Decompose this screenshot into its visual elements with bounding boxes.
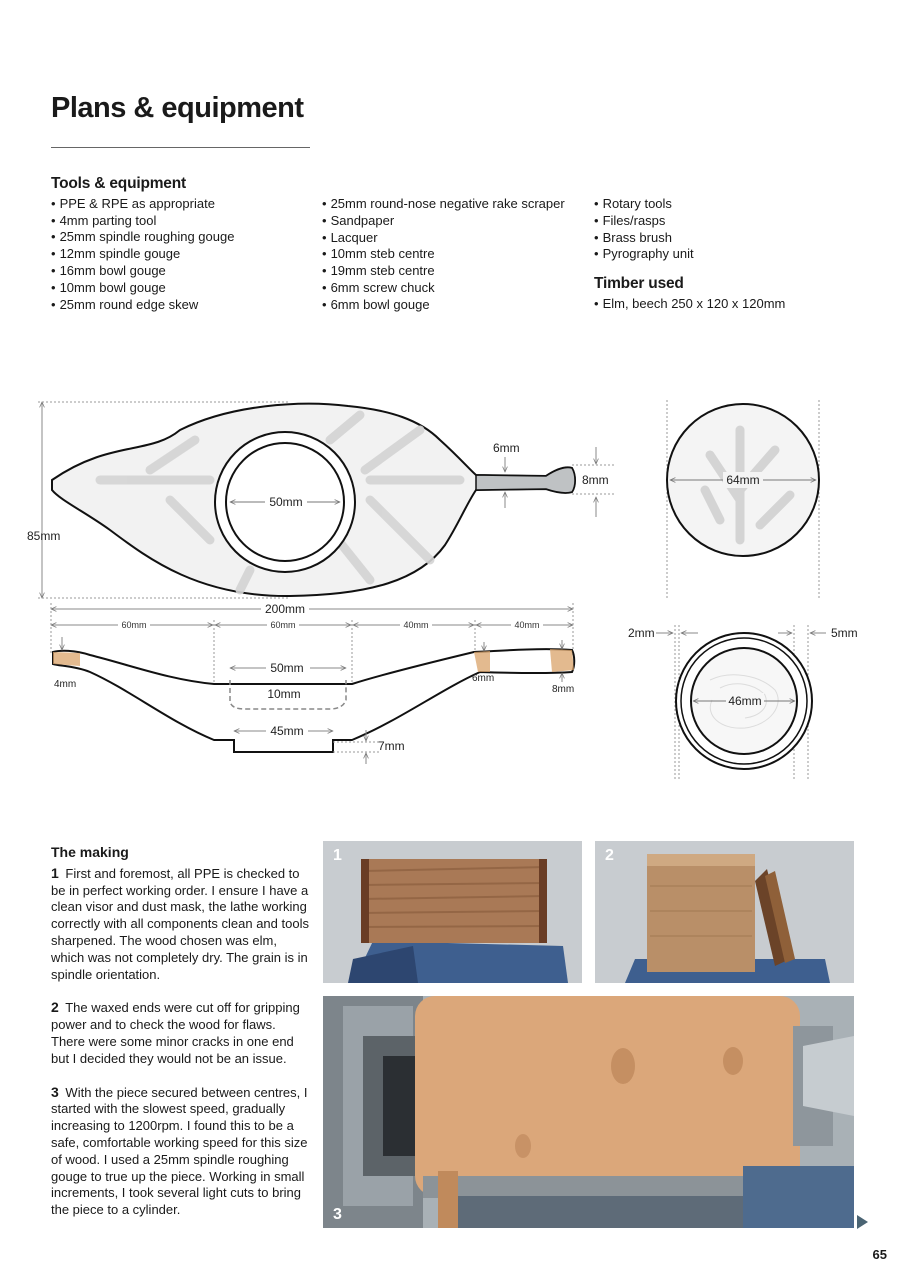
dim-bowl-top: 50mm bbox=[269, 495, 303, 509]
photo-3 bbox=[323, 996, 854, 1228]
step-3 bbox=[51, 1084, 313, 1219]
list-item: • Sandpaper bbox=[322, 213, 565, 230]
list-item: • 6mm bowl gouge bbox=[322, 297, 565, 314]
list-item: • 6mm screw chuck bbox=[322, 280, 565, 297]
timber-heading: Timber used bbox=[594, 275, 684, 293]
dim-left-tip: 4mm bbox=[54, 679, 77, 690]
list-item: • Lacquer bbox=[322, 230, 565, 247]
dim-foot: 45mm bbox=[270, 724, 304, 738]
side-view bbox=[51, 601, 574, 764]
dim-neck-side: 6mm bbox=[472, 673, 495, 684]
timber-list bbox=[594, 296, 785, 313]
step-number: 1 bbox=[51, 864, 59, 881]
list-item: • Elm, beech 250 x 120 x 120mm bbox=[594, 296, 785, 313]
list-item: • 25mm spindle roughing gouge bbox=[51, 229, 234, 246]
step-text: With the piece secured between centres, I started with the slowest speed, gradually increasing to 1200rpm. I found this to be a safe, comfortable working speed for this size of wood. I used a 25mm spindle roughing gouge to true up the piece. Working in small increments, I took several light cuts to bring the piece to a cylinder. bbox=[51, 1084, 308, 1218]
photo-label: 3 bbox=[333, 1206, 342, 1223]
tools-list-2 bbox=[322, 196, 565, 314]
list-item: • 10mm steb centre bbox=[322, 246, 565, 263]
tools-column-2 bbox=[322, 196, 565, 314]
step-text: First and foremost, all PPE is checked to be in perfect working order. I ensure I have a clean visor and dust mask, the lathe working correctly with all components clean and tools sharpened. The wood chosen was elm, which was not completely dry. The grain is in spindle orientation. bbox=[51, 865, 309, 982]
wood-block-on-lathe-photo bbox=[323, 841, 582, 983]
next-page-arrow-icon bbox=[857, 1215, 868, 1229]
photo-label: 2 bbox=[605, 847, 614, 864]
tools-column-1 bbox=[51, 176, 234, 313]
photo-label: 1 bbox=[333, 847, 342, 864]
list-item: • Rotary tools bbox=[594, 196, 785, 213]
list-item: • Brass brush bbox=[594, 230, 785, 247]
step-text: The waxed ends were cut off for gripping power and to check the wood for flaws. There were some minor cracks in one end but I decided they would not be an issue. bbox=[51, 1000, 300, 1066]
dim-overall: 200mm bbox=[264, 602, 306, 616]
dim-seg2: 60mm bbox=[270, 620, 296, 630]
dim-foot-left: 2mm bbox=[628, 626, 655, 640]
dim-seg1: 60mm bbox=[121, 620, 147, 630]
list-item: • PPE & RPE as appropriate bbox=[51, 196, 234, 213]
dim-neck-top: 6mm bbox=[493, 441, 520, 455]
dim-bowl-side: 50mm bbox=[270, 661, 304, 675]
wood-block-offcut-photo bbox=[595, 841, 854, 983]
dim-seg3: 40mm bbox=[403, 620, 429, 630]
list-item: • 19mm steb centre bbox=[322, 263, 565, 280]
plans-diagram bbox=[0, 385, 905, 795]
making-section bbox=[51, 844, 313, 1235]
dim-seg4: 40mm bbox=[514, 620, 540, 630]
list-item: • Pyrography unit bbox=[594, 246, 785, 263]
list-item: • 16mm bowl gouge bbox=[51, 263, 234, 280]
dim-foot-height: 7mm bbox=[378, 739, 405, 753]
list-item: • 25mm round-nose negative rake scraper bbox=[322, 196, 565, 213]
photo-1 bbox=[323, 841, 582, 983]
step-number: 3 bbox=[51, 1083, 59, 1100]
making-heading: The making bbox=[51, 844, 129, 860]
lathe-cylinder-photo bbox=[323, 996, 854, 1228]
foot-view bbox=[628, 625, 858, 780]
dim-inner: 46mm bbox=[728, 694, 762, 708]
dim-depth: 10mm bbox=[267, 687, 301, 701]
step-1 bbox=[51, 865, 313, 984]
step-2 bbox=[51, 999, 313, 1067]
list-item: • 10mm bowl gouge bbox=[51, 280, 234, 297]
tools-column-3 bbox=[594, 196, 785, 313]
list-item: • Files/rasps bbox=[594, 213, 785, 230]
page-title: Plans & equipment bbox=[51, 92, 304, 124]
tools-list-3 bbox=[594, 196, 785, 263]
dim-foot-right: 5mm bbox=[831, 626, 858, 640]
leaf-top-view bbox=[27, 402, 616, 598]
dim-end: 8mm bbox=[552, 684, 575, 695]
dim-diameter: 64mm bbox=[726, 473, 760, 487]
dim-height: 85mm bbox=[27, 529, 61, 543]
tools-list-1 bbox=[51, 196, 234, 314]
dim-tip-top: 8mm bbox=[582, 473, 609, 487]
list-item: • 12mm spindle gouge bbox=[51, 246, 234, 263]
list-item: • 25mm round edge skew bbox=[51, 297, 234, 314]
page-number: 65 bbox=[872, 1247, 887, 1262]
end-view bbox=[667, 400, 819, 598]
step-number: 2 bbox=[51, 999, 59, 1016]
list-item: • 4mm parting tool bbox=[51, 213, 234, 230]
tools-heading: Tools & equipment bbox=[51, 175, 186, 192]
photo-2 bbox=[595, 841, 854, 983]
title-rule bbox=[51, 147, 310, 148]
